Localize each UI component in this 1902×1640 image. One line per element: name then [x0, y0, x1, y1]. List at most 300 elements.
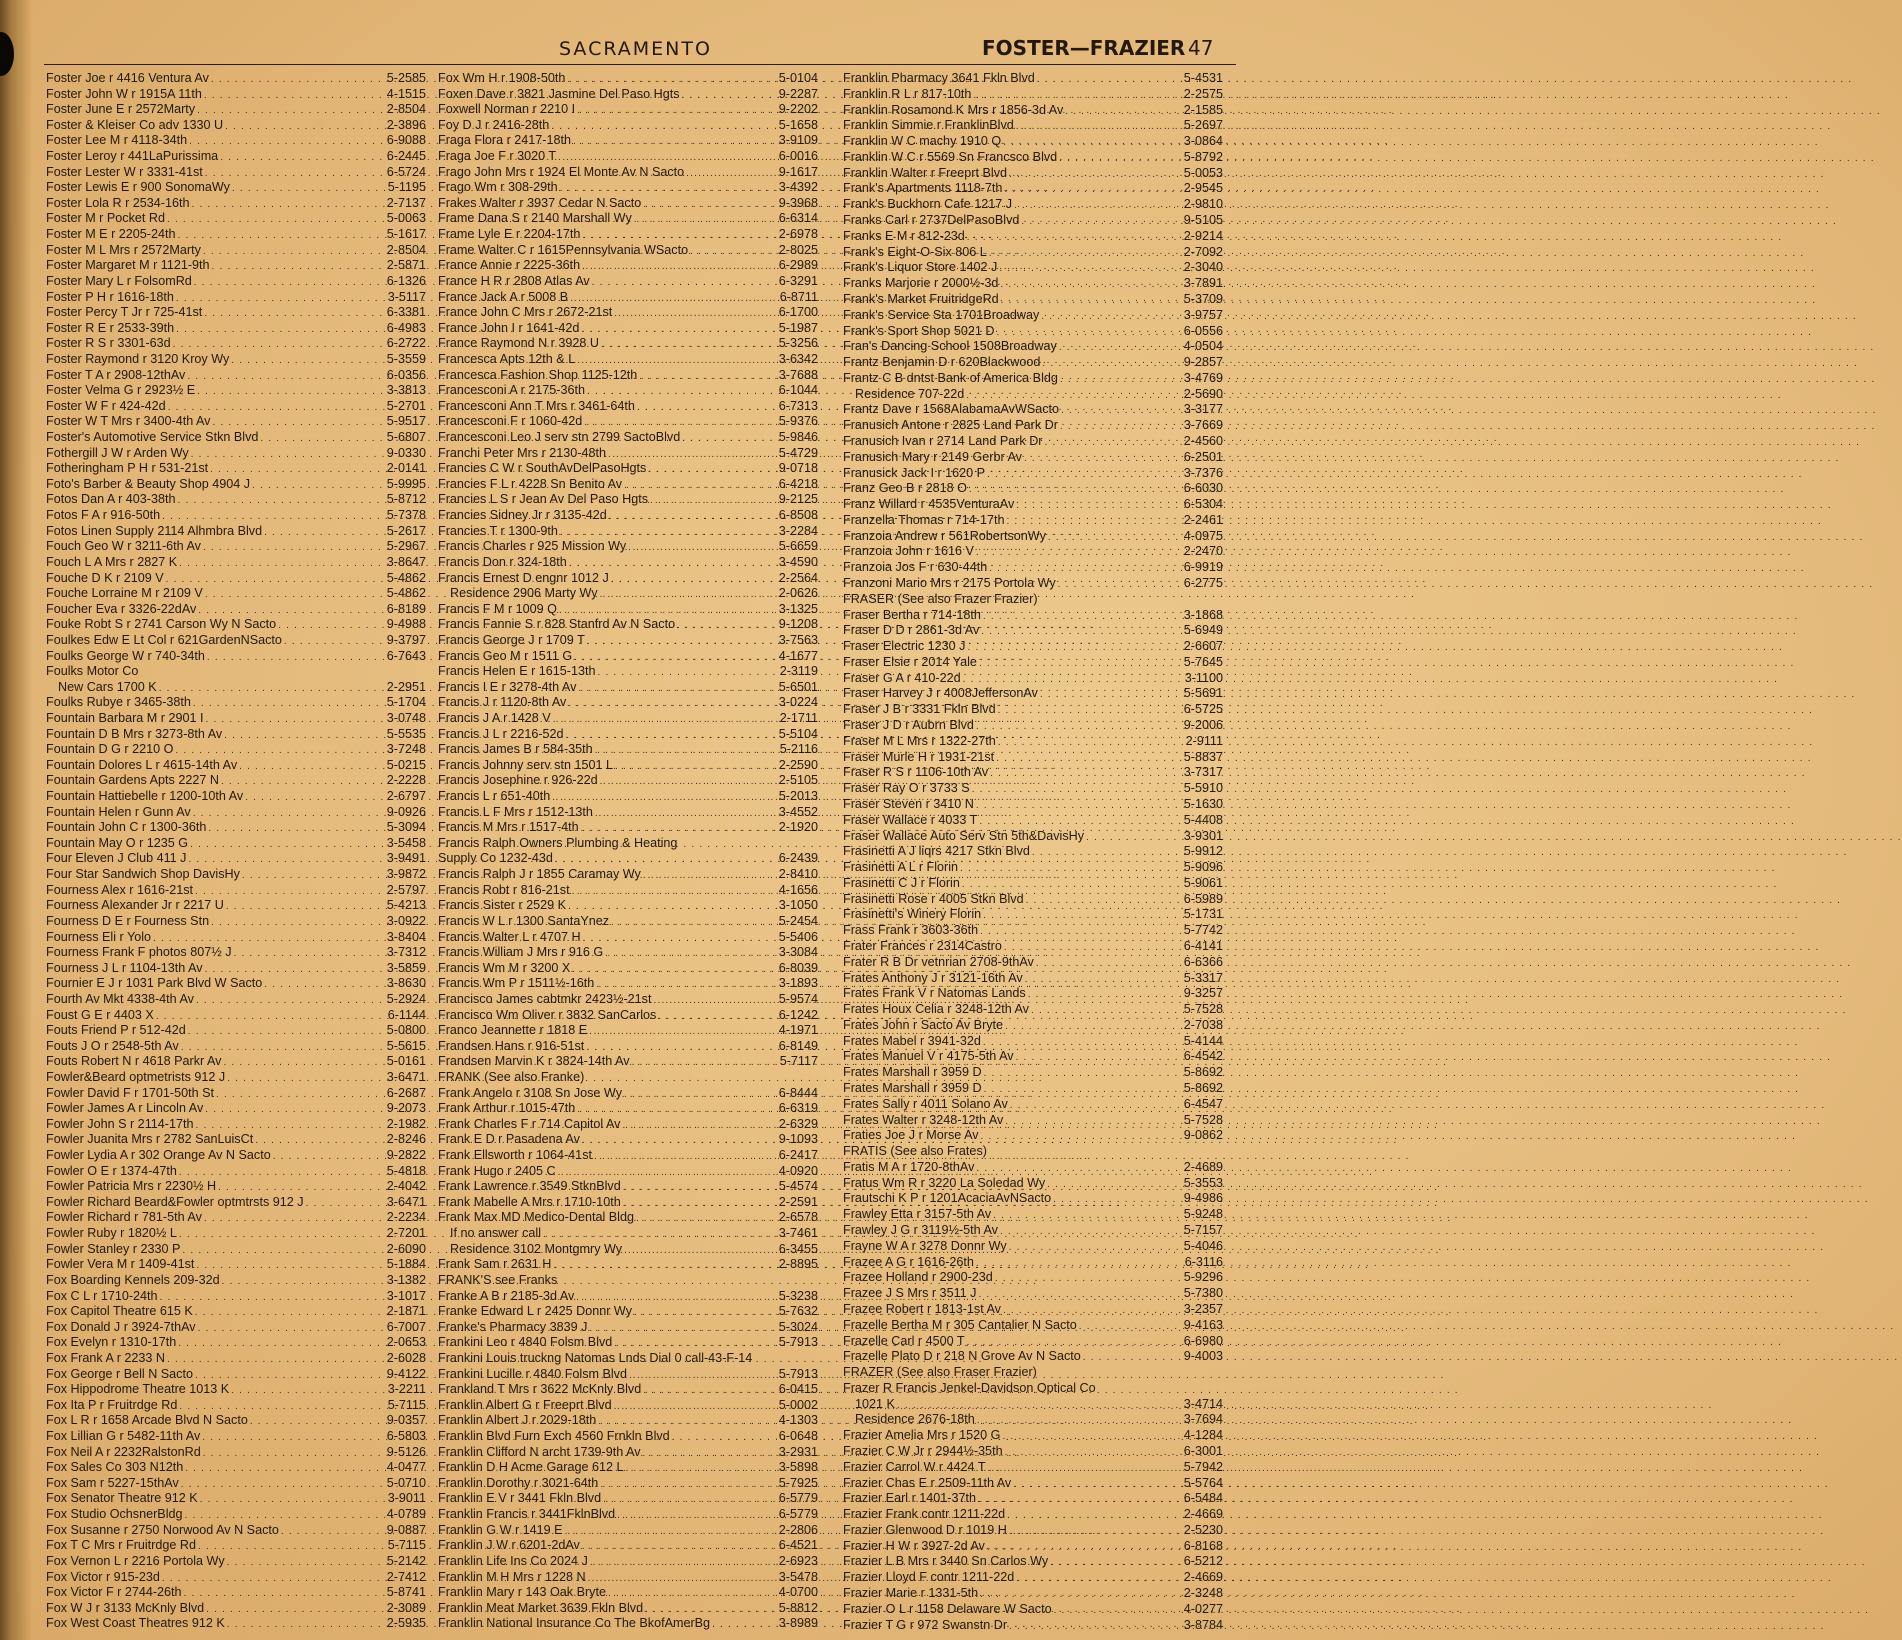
entry-name: Frank's Apartments 1118-7th [843, 181, 1003, 196]
phone-number: 5-8712 [386, 492, 426, 507]
phone-number: 5-6659 [778, 539, 818, 554]
entry-name: Franke A B r 2185-3d Av [438, 1288, 575, 1303]
entry-name: Fraser Electric 1230 J [843, 639, 966, 654]
entry-name: Frantz Benjamin D r 620Blackwood [843, 355, 1041, 370]
directory-entry [843, 939, 1223, 954]
directory-entry [46, 1304, 426, 1319]
entry-name: Frazee Holland r 2900-23d [843, 1270, 993, 1285]
directory-entry [46, 1351, 426, 1366]
phone-number: 3-1100 [1184, 670, 1223, 685]
leader-dots [1024, 451, 1182, 466]
entry-name: Francis Geo M r 1511 G [438, 648, 573, 663]
entry-name: Frank Mabelle A Mrs r 1710-10th [438, 1194, 621, 1209]
entry-name: Franklin J W r 6201-2dAv [438, 1538, 580, 1553]
directory-entry [843, 529, 1223, 544]
leader-dots [166, 572, 385, 587]
directory-entry [438, 336, 818, 351]
leader-dots [587, 634, 777, 649]
leader-dots [973, 88, 1181, 103]
directory-entry [438, 1585, 818, 1600]
phone-number: 3-8630 [386, 976, 426, 991]
leader-dots [1016, 498, 1182, 513]
leader-dots [998, 703, 1182, 718]
directory-entry [843, 1586, 1223, 1601]
entry-name: Francesconi A r 2175-36th [438, 383, 586, 398]
entry-name: Franklin Clifford N archt 1739-9th Av [438, 1444, 641, 1459]
phone-number: 2-6090 [386, 1241, 426, 1256]
leader-dots [1026, 893, 1182, 908]
leader-dots [989, 561, 1182, 576]
directory-entry [843, 923, 1223, 938]
entry-name: Franklin Dorothy r 3021-64th [438, 1475, 599, 1490]
phone-number: 6-2687 [386, 1085, 426, 1100]
phone-number: 5-7115 [387, 1538, 426, 1553]
leader-dots [1040, 687, 1182, 702]
entry-name: Francesconi F r 1060-42d [438, 414, 583, 429]
entry-name: Frayne W A r 3278 Donnr Wy [843, 1238, 1007, 1253]
directory-entry [46, 914, 426, 929]
entry-name: Frater R B Dr vetnrian 2708-9thAv [843, 954, 1034, 969]
leader-dots [207, 650, 385, 665]
leader-dots [220, 150, 385, 165]
leader-dots [212, 259, 385, 274]
entry-name: Franusich Ivan r 2714 Land Park Dr [843, 433, 1043, 448]
entry-name: Fountain D B Mrs r 3273-8th Av [46, 726, 223, 741]
phone-number: 3-8647 [386, 554, 426, 569]
phone-number: 6-6314 [778, 211, 818, 226]
directory-entry [46, 258, 426, 273]
phone-number: 5-1704 [386, 695, 426, 710]
leader-dots [185, 1508, 385, 1523]
directory-entry [438, 898, 818, 913]
directory-entry [843, 1539, 1223, 1554]
phone-number: 5-5406 [778, 929, 818, 944]
leader-dots [624, 1243, 777, 1258]
leader-dots [200, 1492, 386, 1507]
leader-dots [160, 1290, 385, 1305]
entry-name: Fox Evelyn r 1310-17th [46, 1335, 177, 1350]
leader-dots [264, 525, 385, 540]
phone-number: 4-0277 [1183, 1601, 1223, 1616]
directory-entry [843, 466, 1223, 481]
phone-number: 5-7528 [1183, 1112, 1223, 1127]
phone-number: 5-4531 [1183, 71, 1223, 85]
directory-entry [46, 290, 426, 305]
leader-dots [976, 1161, 1181, 1176]
phone-number: 9-2073 [386, 1101, 426, 1116]
directory-entry [843, 876, 1223, 891]
entry-name: Fothergill J W r Arden Wy [46, 445, 189, 460]
leader-dots [1010, 1098, 1182, 1113]
entry-name: Frakes Walter r 3937 Cedar N Sacto [438, 195, 642, 210]
directory-entry [46, 1086, 426, 1101]
directory-entry [438, 1413, 818, 1428]
directory-entry [438, 430, 818, 445]
phone-number: 6-8444 [778, 1085, 818, 1100]
leader-dots [242, 868, 385, 883]
directory-entry [843, 1412, 1223, 1427]
entry-name: Foster Lee M r 4118-34th [46, 133, 188, 148]
phone-number: 5-1195 [387, 180, 426, 195]
directory-entry [843, 1602, 1223, 1617]
leader-dots [284, 634, 385, 649]
phone-number: 5-9912 [1183, 844, 1223, 859]
entry-name: Frass Frank r 3603-36th [843, 923, 979, 938]
phone-number: 3-9301 [1183, 828, 1223, 843]
page-city-heading: SACRAMENTO [559, 38, 712, 60]
entry-name: FRATIS (See also Frates) [843, 1144, 987, 1159]
directory-entry [438, 742, 818, 757]
directory-entry [843, 718, 1223, 733]
phone-number: 6-8149 [778, 1038, 818, 1053]
directory-entry [843, 1349, 1223, 1364]
phone-number: 4-0975 [1183, 528, 1223, 543]
directory-entry [843, 1523, 1223, 1538]
entry-name: Frazer R Francis Jenkel-Davidson Optical Co [843, 1380, 1096, 1395]
leader-dots [643, 1383, 777, 1398]
directory-entry [46, 1023, 426, 1038]
phone-number: 9-5105 [1183, 213, 1223, 228]
directory-entry [438, 102, 818, 117]
directory-entry [46, 742, 426, 757]
entry-name: Fox Boarding Kennels 209-32d [46, 1272, 220, 1287]
entry-name: Frazier O L r 1158 Delaware W Sacto [843, 1601, 1052, 1616]
phone-number: 3-5859 [386, 960, 426, 975]
phone-number: 2-1711 [779, 710, 818, 725]
entry-name: Franz Geo B r 2818 O [843, 481, 967, 496]
leader-dots [188, 1024, 385, 1039]
leader-dots [997, 325, 1182, 340]
leader-dots [983, 1035, 1182, 1050]
phone-number: 4-1303 [778, 1413, 818, 1428]
entry-name: Fouts Friend P r 512-42d [46, 1023, 186, 1038]
leader-dots [206, 1602, 385, 1617]
leader-dots [611, 572, 777, 587]
phone-number: 2-9545 [1183, 181, 1223, 196]
directory-entry [46, 961, 426, 976]
leader-dots [198, 603, 384, 618]
entry-name: Fratis M A r 1720-8thAv [843, 1159, 975, 1174]
directory-entry [46, 102, 426, 117]
phone-number: 3-1382 [386, 1272, 426, 1287]
phone-number: 6-5779 [778, 1507, 818, 1522]
phone-number: 5-5764 [1183, 1475, 1223, 1490]
leader-dots [1060, 372, 1182, 387]
phone-number: 3-3177 [1183, 402, 1223, 417]
entry-name: Frater Frances r 2314Castro [843, 938, 1002, 953]
phone-number: 2-1585 [1183, 102, 1223, 117]
leader-dots [682, 431, 777, 446]
phone-number: 3-1050 [778, 898, 818, 913]
leader-dots [1005, 1445, 1182, 1460]
directory-entry [438, 165, 818, 180]
directory-entry [438, 758, 818, 773]
phone-number: 3-5117 [387, 289, 426, 304]
phone-number: 5-1987 [778, 320, 818, 335]
directory-entry [438, 446, 818, 461]
entry-name: Foster R S r 3301-63d [46, 336, 171, 351]
phone-number: 9-2125 [778, 492, 818, 507]
directory-entry [46, 243, 426, 258]
entry-name: Franusich Mary r 2149 Gerbr Av [843, 449, 1022, 464]
phone-number: 3-0864 [1183, 134, 1223, 149]
phone-number: 5-5104 [778, 726, 818, 741]
entry-name: Frasinetti A L r Florin [843, 860, 959, 875]
entry-name: Frankini Lucille r 4840 Folsm Blvd [438, 1366, 627, 1381]
leader-dots [173, 337, 385, 352]
leader-dots [624, 1087, 777, 1102]
leader-dots [225, 119, 385, 134]
phone-number: 6-8711 [779, 289, 818, 304]
directory-entry [843, 1476, 1223, 1491]
entry-name: Fox Sam r 5227-15thAv [46, 1475, 179, 1490]
directory-entry [46, 1601, 426, 1616]
leader-dots [567, 72, 776, 87]
leader-dots [1059, 340, 1182, 355]
leader-dots [190, 837, 385, 852]
leader-dots [980, 1587, 1182, 1602]
leader-dots [648, 462, 776, 477]
leader-dots [623, 1196, 777, 1211]
entry-name: Residence 2906 Marty Wy [450, 586, 598, 601]
phone-number: 5-7742 [1183, 923, 1223, 938]
leader-dots [565, 1524, 777, 1539]
entry-name: Francis Charles r 925 Mission Wy [438, 539, 627, 554]
directory-entry [438, 508, 818, 523]
directory-entry [438, 227, 818, 242]
entry-name: Frame Dana S r 2140 Marshall Wy [438, 211, 632, 226]
entry-name: Frazier Frank contr 1211-22d [843, 1507, 1006, 1522]
entry-name: Fraser Wallace Auto Serv Stn 5th&DavisHy [843, 828, 1085, 843]
phone-number: 5-8837 [1183, 749, 1223, 764]
entry-name: Franklin W C machy 1910 Q [843, 134, 1002, 149]
phone-number: 5-8792 [1183, 149, 1223, 164]
directory-entry [843, 1018, 1223, 1033]
directory-entry [843, 686, 1223, 701]
directory-entry [46, 477, 426, 492]
entry-name: Frawley J G r 3119½-5th Av [843, 1223, 998, 1238]
entry-name: France Raymond N r 3928 U [438, 336, 599, 351]
entry-name: Frank's Service Sta 1701Broadway [843, 307, 1040, 322]
entry-name: Fowler James A r Lincoln Av [46, 1101, 204, 1116]
entry-name: Fox Neil A r 2232RalstonRd [46, 1444, 201, 1459]
phone-number: 5-0710 [386, 1475, 426, 1490]
directory-entry [46, 1257, 426, 1272]
leader-dots [643, 1446, 777, 1461]
leader-dots [193, 696, 385, 711]
directory-entry [438, 133, 818, 148]
phone-number: 3-4392 [778, 180, 818, 195]
entry-name: Foto's Barber & Beauty Shop 4904 J [46, 476, 251, 491]
directory-entry [46, 1070, 426, 1085]
entry-name: Fountain Barbara M r 2901 I [46, 710, 204, 725]
phone-number: 5-0104 [778, 71, 818, 85]
phone-number: 2-8504 [386, 242, 426, 257]
phone-number: 3-6342 [778, 351, 818, 366]
phone-number: 3-7669 [1183, 418, 1223, 433]
leader-dots [178, 493, 385, 508]
leader-dots [185, 1461, 385, 1476]
leader-dots [159, 681, 385, 696]
entry-name: Frazier C W Jr r 2944½-35th [843, 1443, 1003, 1458]
entry-name: Francesca Apts 12th & L [438, 351, 576, 366]
directory-entry [46, 883, 426, 898]
directory-entry [438, 399, 818, 414]
leader-dots [273, 1149, 385, 1164]
phone-number: 5-4862 [386, 570, 426, 585]
phone-number: 6-2501 [1183, 449, 1223, 464]
entry-name: Fraser G A r 410-22d [843, 670, 961, 685]
leader-dots [192, 197, 385, 212]
directory-entry [46, 805, 426, 820]
phone-number: 5-2013 [778, 789, 818, 804]
phone-number: 5-7645 [1183, 654, 1223, 669]
phone-number: 3-5458 [386, 835, 426, 850]
phone-number: 2-5935 [386, 1616, 426, 1631]
phone-number: 6-1242 [778, 1007, 818, 1022]
phone-number: 6-9919 [1183, 560, 1223, 575]
entry-name: Fratus Wm R r 3220 La Soledad Wy [843, 1175, 1046, 1190]
entry-name: Franks Marjorie r 2000½-3d [843, 276, 999, 291]
entry-name: France Annie r 2225-36th [438, 258, 581, 273]
phone-number: 6-8189 [386, 601, 426, 616]
phone-number: 3-4714 [1183, 1396, 1223, 1411]
directory-entry [843, 1160, 1223, 1175]
phone-number: 5-1884 [386, 1257, 426, 1272]
entry-name: Fox Studio OchsnerBldg [46, 1507, 183, 1522]
directory-entry [46, 352, 426, 367]
directory-entry [438, 211, 818, 226]
entry-name: Franks Carl r 2737DelPasoBlvd [843, 213, 1020, 228]
leader-dots [589, 1024, 777, 1039]
directory-entry [843, 1144, 1223, 1159]
entry-name: Franklin Walter r Freeprt Blvd [843, 165, 1007, 180]
entry-name: Franklin Simmie r FranklinBlvd [843, 118, 1014, 133]
entry-name: Francis L r 651-40th [438, 789, 551, 804]
leader-dots [1058, 577, 1182, 592]
phone-number: 2-5105 [778, 773, 818, 788]
leader-dots [221, 774, 385, 789]
directory-entry [46, 227, 426, 242]
phone-number: 6-6319 [778, 1101, 818, 1116]
leader-dots [976, 545, 1182, 560]
entry-name: Francis J L r 2216-52d [438, 726, 564, 741]
leader-dots [206, 712, 385, 727]
directory-entry [843, 450, 1223, 465]
leader-dots [1009, 167, 1182, 182]
directory-entry [843, 134, 1223, 149]
phone-number: 5-7380 [1183, 1286, 1223, 1301]
phone-number: 5-1630 [1183, 796, 1223, 811]
phone-number: 3-8989 [778, 1616, 818, 1631]
entry-name: Frank Max MD Medico-Dental Bldg [438, 1210, 634, 1225]
directory-entry [46, 1195, 426, 1210]
directory-entry [843, 1207, 1223, 1222]
directory-entry [46, 133, 426, 148]
phone-number: 2-6329 [778, 1116, 818, 1131]
directory-entry [46, 118, 426, 133]
entry-name: Franklin E V r 3441 Fkln Blvd [438, 1491, 602, 1506]
phone-number: 5-0063 [386, 211, 426, 226]
directory-entry [843, 1223, 1223, 1238]
leader-dots [187, 369, 384, 384]
leader-dots [205, 962, 385, 977]
phone-number: 3-2211 [387, 1382, 426, 1397]
entry-name: Frazier Marie r 1331-5th [843, 1586, 979, 1600]
directory-entry [46, 87, 426, 102]
phone-number: 6-6030 [1183, 481, 1223, 496]
entry-name: Franklin M H Mrs r 1228 N [438, 1569, 586, 1584]
leader-dots [189, 134, 385, 149]
leader-dots [637, 400, 777, 415]
phone-number: 5-2116 [779, 742, 818, 757]
leader-dots [250, 1414, 385, 1429]
phone-number: 5-9296 [1183, 1270, 1223, 1285]
phone-number: 5-2454 [778, 913, 818, 928]
directory-entry [46, 321, 426, 336]
directory-entry [438, 1210, 818, 1225]
entry-name: Frank E D r Pasadena Av [438, 1132, 580, 1147]
entry-name: Fraser M L Mrs r 1322-27th [843, 733, 996, 748]
leader-dots [1060, 419, 1182, 434]
phone-number: 3-9872 [386, 867, 426, 882]
phone-number: 5-6949 [1183, 623, 1223, 638]
entry-name: Francesconi Ann T Mrs r 3461-64th [438, 398, 635, 413]
entry-name: Foulks Rubye r 3465-38th [46, 695, 191, 710]
phone-number: 5-1731 [1183, 907, 1223, 922]
entry-name: Frasinetti Rose r 4005 Stkn Blvd [843, 891, 1024, 906]
leader-dots [178, 228, 385, 243]
leader-dots [210, 462, 385, 477]
phone-number: 6-1326 [386, 273, 426, 288]
entry-name: Francies F L r 4228 Sn Benito Av [438, 476, 623, 491]
phone-number: 2-0653 [386, 1335, 426, 1350]
directory-entry [843, 1065, 1223, 1080]
leader-dots [1086, 830, 1182, 845]
leader-dots [588, 1571, 777, 1586]
phone-number: 3-7688 [778, 367, 818, 382]
phone-number: 2-4669 [1183, 1570, 1223, 1585]
directory-entry [46, 165, 426, 180]
directory-entry [438, 1273, 818, 1288]
directory-entry [438, 1335, 818, 1350]
directory-entry [438, 71, 818, 86]
leader-dots [167, 212, 385, 227]
leader-dots [976, 798, 1182, 813]
leader-dots [966, 388, 1182, 403]
entry-name: Fourness Alexander Jr r 2217 U [46, 898, 224, 913]
directory-entry [46, 1523, 426, 1538]
directory-entry [46, 727, 426, 742]
leader-dots [983, 908, 1182, 923]
phone-number: 9-4122 [386, 1366, 426, 1381]
leader-dots [578, 681, 776, 696]
leader-dots [998, 735, 1184, 750]
phone-number: 5-5535 [386, 726, 426, 741]
entry-name: Foster's Automotive Service Stkn Blvd [46, 430, 259, 445]
directory-entry [843, 402, 1223, 417]
entry-name: Fraser Steven r 3410 N [843, 796, 974, 811]
phone-number: 6-4218 [778, 476, 818, 491]
phone-number: 3-8404 [386, 929, 426, 944]
phone-number: 6-5803 [386, 1429, 426, 1444]
entry-name: Fountain Gardens Apts 2227 N [46, 773, 219, 788]
directory-entry [46, 571, 426, 586]
directory-entry [46, 461, 426, 476]
entry-name: Foster June E r 2572Marty [46, 102, 196, 117]
leader-dots [193, 806, 385, 821]
phone-number: 5-4862 [386, 586, 426, 601]
